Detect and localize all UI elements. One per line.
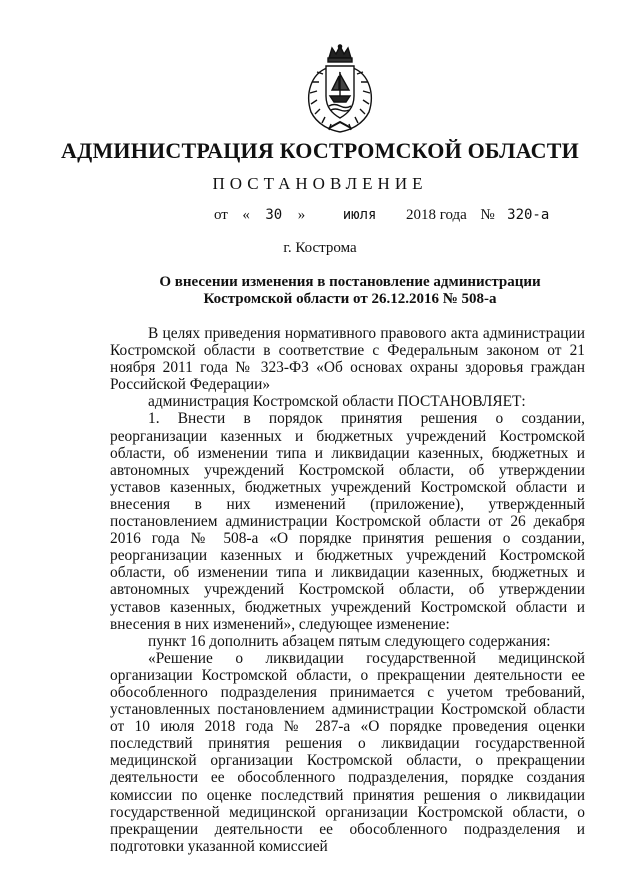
document-title (100, 274, 600, 308)
date-year: 2018 года (405, 207, 467, 223)
title-line: О внесении изменения в постановление администрации (159, 274, 541, 290)
body-paragraph: пункт 16 дополнить абзацем пятым следующего содержания: (148, 632, 551, 650)
title-line: Костромской области от 26.12.2016 № 508-а (203, 291, 497, 307)
date-quote-close: » (297, 207, 306, 223)
document-type: ПОСТАНОВЛЕНИЕ (212, 174, 428, 193)
city: г. Кострома (283, 240, 357, 256)
document-body (110, 325, 585, 855)
date-month: июля (342, 207, 377, 223)
date-line (214, 207, 549, 224)
organization-title: АДМИНИСТРАЦИЯ КОСТРОМСКОЙ ОБЛАСТИ (61, 138, 579, 163)
number-sign: № (480, 207, 495, 223)
date-quote-open: « (242, 207, 250, 223)
body-paragraph: В целях приведения нормативного правового акта администрации Костромской области в соответствие с Федеральным законом от 21 ноября 2011 года № 323-ФЗ «Об основах охраны здоровья граждан Российской Федерации» (110, 325, 585, 394)
date-day: 30 (265, 207, 283, 223)
body-paragraph: администрация Костромской области ПОСТАНОВЛЯЕТ: (148, 393, 526, 411)
coat-of-arms-icon (299, 44, 381, 136)
document-number: 320-а (507, 207, 550, 223)
body-paragraph: «Решение о ликвидации государственной медицинской организации Костромской области, о прекращении деятельности ее обособленного подразделения принимается с учетом требований, установленных постановлением администрации Костромской области от 10 июля 2018 года № 287-а «О порядке проведения оценки последствий принятия решения о ликвидации государственной медицинской организации Костромской области, о прекращении деятельности ее обособленного подразделения, порядке создания комиссии по оценке последствий принятия решения о ликвидации государственной медицинской организации Костромской области, о прекращении деятельности ее обособленного подразделения и подготовки указанной комиссией (110, 649, 585, 855)
body-paragraph: 1. Внести в порядок принятия решения о создании, реорганизации казенных и бюджетных учреждений Костромской области, об изменении типа и ликвидации казенных, бюджетных и автономных учреждений Костромской области, об утверждении уставов казенных, бюджетных учреждений Костромской области и внесения в них изменений (приложение), утвержденный постановлением администрации Костромской области от 26 декабря 2016 года № 508-а «О порядке принятия решения о создании, реорганизации казенных и бюджетных учреждений Костромской области, об изменении типа и ликвидации казенных, бюджетных и автономных учреждений Костромской области, об утверждении уставов казенных, бюджетных учреждений Костромской области и внесения в них изменений», следующее изменение: (110, 410, 585, 633)
date-prefix: от (214, 207, 228, 223)
